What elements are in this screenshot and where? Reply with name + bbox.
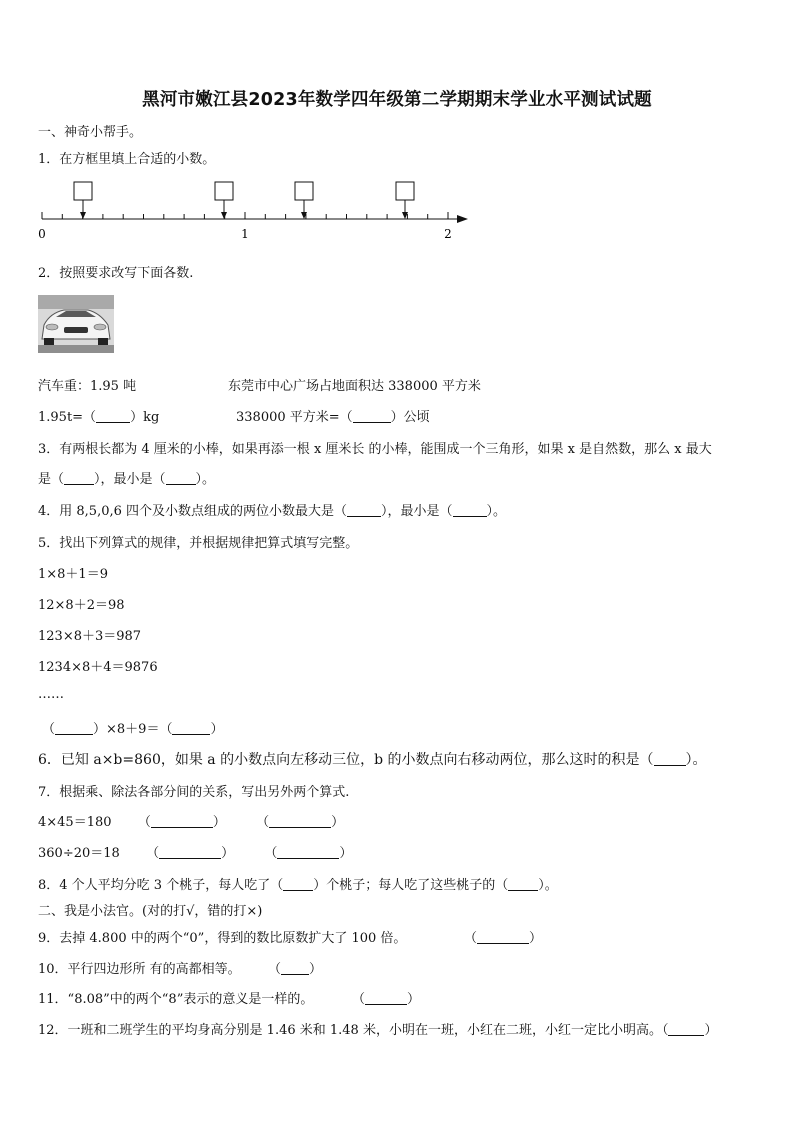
number-line-figure (36, 177, 476, 243)
answer-box-2[interactable] (215, 182, 233, 219)
question-10: 10．平行四边形所 有的高都相等。 (38, 962, 241, 977)
answer-box-4[interactable] (396, 182, 414, 219)
answer-blank-product[interactable] (654, 752, 686, 766)
q7-row-1: 4×45＝180 （ ） （ ） (38, 815, 345, 830)
judge-11: （ ） (352, 992, 421, 1007)
answer-blank-q9[interactable] (477, 930, 529, 944)
answer-blank-q7-2b[interactable] (277, 845, 339, 859)
question-8: 8．4 个人平均分吃 3 个桃子，每人吃了（ ）个桃子；每人吃了这些桃子的（ ）。 (38, 878, 558, 893)
section-1-heading: 一、神奇小帮手。 (38, 125, 143, 140)
pattern-fill-line: （ ）×8＋9＝（ ） (42, 722, 224, 737)
question-2: 2．按照要求改写下面各数. (38, 266, 194, 281)
answer-box-3[interactable] (295, 182, 313, 219)
q7-equation-2: 360÷20＝18 (38, 846, 120, 861)
answer-blank-q7-2a[interactable] (159, 845, 221, 859)
answer-blank-min[interactable] (166, 471, 196, 485)
tick-label-2: 2 (444, 227, 452, 241)
question-3-line-1: 3．有两根长都为 4 厘米的小棒，如果再添一根 x 厘米长 的小棒，能围成一个三角形，如果 x 是自然数，那么 x 最大 (38, 442, 712, 457)
conversion-1: 1.95t=（ ）kg (38, 410, 160, 425)
equation-2: 12×8＋2＝98 (38, 598, 125, 613)
car-weight-label: 汽车重：1.95 吨 (38, 379, 137, 394)
answer-blank-q7-1a[interactable] (151, 814, 213, 828)
square-area-label: 东莞市中心广场占地面积达 338000 平方米 (228, 379, 481, 394)
q7-equation-1: 4×45＝180 (38, 815, 112, 830)
question-12: 12．一班和二班学生的平均身高分别是 1.46 米和 1.48 米，小明在一班，小红在二班，小红一定比小明高。（ ） (38, 1023, 718, 1038)
question-7: 7．根据乘、除法各部分间的关系，写出另外两个算式. (38, 785, 350, 800)
question-5: 5．找出下列算式的规律，并根据规律把算式填写完整。 (38, 536, 359, 551)
answer-box-1[interactable] (74, 182, 92, 219)
answer-blank-q7-1b[interactable] (269, 814, 331, 828)
question-1: 1．在方框里填上合适的小数。 (38, 152, 216, 167)
answer-blank-max[interactable] (64, 471, 94, 485)
judge-9: （ ） (464, 931, 543, 946)
section-2-heading: 二、我是小法官。(对的打√，错的打×) (38, 904, 263, 919)
conversion-2: 338000 平方米=（ ）公顷 (236, 410, 430, 425)
tick-label-0: 0 (38, 227, 46, 241)
q7-row-2: 360÷20＝18 （ ） （ ） (38, 846, 353, 861)
answer-blank-fraction[interactable] (508, 877, 538, 891)
judge-10: （ ） (268, 962, 323, 977)
answer-blank-peaches[interactable] (283, 877, 313, 891)
answer-blank-hectare[interactable] (353, 409, 391, 423)
answer-blank-largest[interactable] (347, 503, 381, 517)
equation-1: 1×8＋1＝9 (38, 567, 108, 582)
car-photo (38, 295, 114, 353)
tick-label-1: 1 (241, 227, 249, 241)
question-3-line-2: 是（ ），最小是（ ）。 (38, 472, 216, 487)
question-11: 11．“8.08”中的两个“8”表示的意义是一样的。 (38, 992, 314, 1007)
equation-3: 123×8＋3＝987 (38, 629, 142, 644)
answer-blank-multiplicand[interactable] (55, 721, 93, 735)
answer-blank-q11[interactable] (365, 991, 407, 1005)
page-title: 黑河市嫩江县2023年数学四年级第二学期期末学业水平测试试题 (142, 90, 652, 110)
answer-blank-q10[interactable] (281, 961, 309, 975)
number-line-ticks (42, 212, 448, 219)
answer-blank-smallest[interactable] (453, 503, 487, 517)
question-6: 6．已知 a×b=860，如果 a 的小数点向左移动三位，b 的小数点向右移动两位，那么这时的积是（ ）。 (38, 752, 707, 768)
answer-blank-result[interactable] (172, 721, 210, 735)
ellipsis: …… (38, 687, 64, 702)
answer-blank-q12[interactable] (668, 1022, 704, 1036)
answer-blank-kg[interactable] (96, 409, 130, 423)
equation-4: 1234×8＋4＝9876 (38, 660, 158, 675)
question-4: 4．用 8,5,0,6 四个及小数点组成的两位小数最大是（ ），最小是（ ）。 (38, 504, 507, 519)
question-9: 9．去掉 4.800 中的两个“0”，得到的数比原数扩大了 100 倍。 (38, 931, 407, 946)
